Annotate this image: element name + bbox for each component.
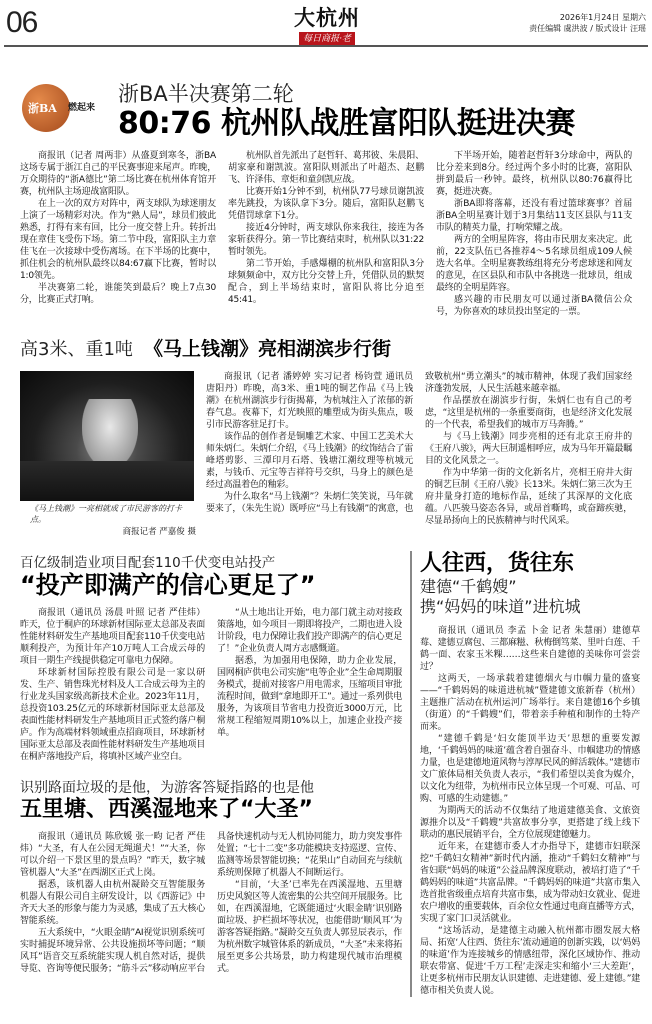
article3-body <box>20 607 402 763</box>
paragraph: 这两天，一场承载着建德烟火与巾帼力量的盛宴——“千鹤妈妈的味道进杭城”暨建德文旅新春（杭州）主题推广活动在杭州运河广场举行。来自建德16个乡镇（街道）的“千鹤嫂”们，带着亲手种植和制作的土特产而来。 <box>420 674 640 732</box>
article1-headline <box>20 78 632 140</box>
paragraph: 商报讯（通讯员 陈欣媛 张一畇 记者 严佳炜）“大圣，有人在公园无绳遛犬！”“大圣，你可以介绍一下景区里的景点吗？”昨天，数字城管机器人“大圣”在西湖区正式上岗。 <box>20 832 205 878</box>
article1-body <box>20 150 632 318</box>
crowd <box>20 461 194 501</box>
paragraph: 半决赛第二轮，谁能笑到最后？晚上7点30分，比赛正式打响。 <box>20 283 216 305</box>
paragraph: 为期两天的活动不仅集结了地道建德美食、文旅资源推介以及“千鹤嫂”共富故事分享，更搭建了线上线下联动的惠民展销平台，全方位展现建德魅力。 <box>420 806 640 840</box>
paragraph: “目前，‘大圣’已率先在西溪湿地、五里塘历史风貌区等人流密集的公共空间开展服务。比如，在西溪湿地，它既能通过‘火眼金睛’识别路面垃圾、护栏损坏等状况，也能借助‘顺风耳’为游客答疑指路。”凝龄交互负责人郭昱辰表示，作为杭州数字城管体系的新成员，“大圣”未来将拓展至更多公共场景，助力构建现代城市治理模式。 <box>217 880 402 974</box>
paragraph: 比赛开始1分钟不到，杭州队77号球员谢凯波率先跳投，为该队拿下3分。随后，富阳队赵鹏飞凭借罚球拿下1分。 <box>228 187 424 221</box>
article5-body <box>420 625 640 997</box>
paragraph: “建德千鹤是‘妇女能顶半边天’思想的重要发源地，‘千鹤妈妈的味道’蕴含着自强奋斗、巾帼建功的情感力量，也是建德地道风物与淳厚民风的鲜活载体。”建德市文广旅体局相关负责人表示，“我们希望以美食为媒介，以文化为纽带，为杭州市民立体呈现一个可观、可品、可购、可感的生动建德。” <box>420 734 641 804</box>
paragraph: 商报讯（通讯员 汤晨 叶照 记者 严佳炜）昨天，位于桐庐的环球新材国际亚太总部及表面性能材料研发生产基地项目配套110千伏变电站顺利投产，为预计年产10万吨人工合成云母的项目一期生产线提供稳定可靠电力保障。 <box>20 608 205 666</box>
masthead <box>282 6 372 58</box>
paragraph: 与《马上钱潮》同步亮相的还有北京王府井的《王府八骏》，两大巨制遥相呼应，成为马年开篇最瞩目的文化风景之一。 <box>425 432 632 466</box>
paragraph: 在上一次的双方对阵中，两支球队为球迷朋友上演了一场精彩对决。作为“熟人局”，球员们彼此熟悉，打得有来有回，比分一度交替上升。转折出现在章佳飞受伤下场。第二节中段，富阳队主力章佳飞在一次接球中受伤离场。在下半场的比赛中，抓住机会的杭州队最终以84:67赢下比赛，暂时以1:0领先。 <box>20 199 216 281</box>
paragraph: 浙BA即将落幕，还没有看过篮球赛事？首届浙BA全明星赛计划于3月集结11支区县队与11支市队的精英力量，打响荣耀之战。 <box>436 199 632 233</box>
paragraph: 作品摆放在湖滨步行街，朱炳仁也有自己的考虑，“这里是杭州的一条重要商街，也是经济文化发展的一个代表，希望我们的城市万马奔腾。” <box>425 396 632 430</box>
photo-caption: 《马上钱潮》一亮相就成了市民游客的打卡点。 <box>30 504 182 524</box>
paragraph: “从土地出让开始，电力部门就主动对接政策落地，如今项目一期即将投产，二期也进入设计阶段，电力保障让我们投产即满产的信心更足了！”企业负责人周方志感慨道。 <box>217 608 402 654</box>
article2-subtitle: 高3米、重1吨 <box>20 339 133 360</box>
paragraph: 为什么取名“马上钱潮”？朱炳仁笑笑说，马年就要来了，（朱先生说）既呼应“马上有钱潮”的寓意，也致敬杭州“勇立潮头”的城市精神，体现了我们国家经济蓬勃发展，人民生活越来越幸福。 <box>206 372 632 514</box>
article5 <box>420 551 640 997</box>
paragraph: 作为中华第一街的文化新名片，亮相王府井大街的铜艺巨制《王府八骏》长13米。朱炳仁第三次为王府井量身打造的地标作品，延续了其深厚的文化底蕴。八匹骏马姿态各异，或昂首嘶鸣，或奋蹄疾驰，尽显昂扬向上的民族精神与时代风采。 <box>425 468 632 526</box>
paragraph: 商报讯（记者 周两非）从盛夏到寒冬，浙BA这场专属于浙江自己的平民赛事迎来尾声。昨晚，万众期待的“浙A德比”第二场比赛在杭州体育馆开赛，杭州队主场迎战富阳队。 <box>20 151 216 197</box>
masthead-title: 大杭州 <box>294 6 360 30</box>
issue-date: 2026年1月24日 星期六 <box>559 13 646 22</box>
page-header <box>0 0 652 58</box>
paragraph: 该作品的创作者是铜雕艺术家、中国工艺美术大师朱炳仁。朱炳仁介绍，《马上钱潮》的纹饰结合了雷峰塔剪影、三潭印月石塔、钱塘江潮纹理等杭城元素，与钱币、元宝等吉祥符号交织，马身上的颜色是经过高温着色的釉彩。 <box>206 432 413 490</box>
column-divider <box>410 551 412 997</box>
paragraph: “这场活动，是建德主动融入杭州都市圈发展大格局、拓宽‘人往西、货往东’流动通道的创新实践，以‘妈妈的味道’作为连接城乡的情感纽带，深化区域协作、推动联农带富、促进‘千万工程’走深走实和缩小‘三大差距’，让更多杭州市民朋友认识建德、走进建德、爱上建德。”建德市相关负责人说。 <box>420 926 640 996</box>
zhe-ba-logo <box>20 82 104 136</box>
horse-sculpture-photo <box>20 371 194 501</box>
article1-title: 80:76 杭州队战胜富阳队挺进决赛 <box>118 106 575 141</box>
article4-subtitle: 识别路面垃圾的是他，为游客答疑指路的也是他 <box>20 780 314 796</box>
article3 <box>20 551 402 763</box>
paragraph: 商报讯（通讯员 李孟 卜金 记者 朱慧丽）建德草莓、建德豆腐包、三都麻糍、秋梅倒笃菜、里叶白莲、千鹤一面、农家玉米粿……这些来自建德的美味你可尝尝过？ <box>420 626 641 672</box>
paragraph: 第二节开始，手感爆棚的杭州队和富阳队3分球频频命中，双方比分交替上升，凭借队员的默契配合，到上半场结束时，富阳队将比分追至45:41。 <box>228 259 424 305</box>
article2-body <box>206 371 632 537</box>
article4-body <box>20 831 402 975</box>
paragraph: 环球新材国际控股有限公司是一家以研发、生产、销售珠光材料及人工合成云母为主的行业龙头国家级高新技术企业。2023年11月，总投资103.25亿元的环球新材国际亚太总部及表面性能材料研发生产基地项目正式签约落户桐庐。作为高端材料领域重点招商项目，环球新材国际亚太总部及表面性能材料研发生产基地项目在桐庐落地投产后，将填补区域产业空白。 <box>20 668 205 762</box>
article2-title: 《马上钱潮》亮相湖滨步行街 <box>144 338 392 360</box>
header-divider <box>4 45 648 47</box>
paragraph: 接近4分钟时，两支球队你来我往，接连为各家斩获得分。第一节比赛结束时，杭州队以31:22暂时领先。 <box>228 223 424 257</box>
article2 <box>0 318 652 537</box>
paragraph: 下半场开始，随着赵哲轩3分球命中，两队的比分差来到8分。经过两个多小时的比赛，富阳队拼到最后一秒钟。最终，杭州队以80:76赢得比赛，挺进决赛。 <box>436 151 632 197</box>
paragraph: 据悉，该机器人由杭州凝龄交互智能服务机器人有限公司自主研发设计，以《西游记》中齐天大圣的形象与能力为灵感，集成了五大核心智能系统。 <box>20 880 205 926</box>
article5-subtitle-line1: 建德“千鹤嫂” <box>420 577 517 596</box>
article3-subtitle: 百亿级制造业项目配套110千伏变电站投产 <box>20 555 276 571</box>
paragraph: 五大系统中，“火眼金睛”AI视觉识别系统可实时捕捉环境异常、公共设施损坏等问题；“顺风耳”语音交互系统能实现人机自然对话，提供导览、咨询等便民服务；“筋斗云”移动响应平台具备快速机动与无人机协同能力，助力突发事件处置；“七十二变”多功能模块支持巡逻、宣传、监测等场景智能切换；“花果山”自动回充与续航系统则保障了机器人不间断运行。 <box>20 832 402 974</box>
article4 <box>20 777 402 975</box>
article5-title: 人往西，货往东 <box>420 551 575 576</box>
article3-title: “投产即满产的信心更足了” <box>20 571 316 599</box>
logo-tagline: 燃起来 <box>68 103 96 113</box>
masthead-badge: 每日商报·老年 <box>299 32 355 46</box>
photo-credit: 商报记者 严嘉俊 摄 <box>122 527 196 537</box>
horse-sculpture <box>82 399 138 469</box>
basketball-icon: 浙BA <box>22 84 70 132</box>
paragraph: 商报讯（记者 潘婷婷 实习记者 杨钧萱 通讯员 唐阳丹）昨晚，高3米、重1吨的铜艺作品《马上钱潮》在杭州湖滨步行街揭幕，为杭城注入了浓郁的新春气息。夜幕下，灯光映照的雕塑成为街头焦点，吸引市民游客驻足打卡。 <box>206 372 413 430</box>
paragraph: 感兴趣的市民朋友可以通过浙BA微信公众号，为你喜欢的球员投出坚定的一票。 <box>436 295 632 317</box>
article1 <box>0 48 652 318</box>
article5-subtitle-line2: 携“妈妈的味道”进杭城 <box>420 597 581 616</box>
paragraph: 杭州队首先派出了赵哲轩、葛邦彼、朱晨阳、胡家豪和谢凯波。富阳队则派出了叶超杰、赵鹏飞、许泽伟、章炬和童剑凯应战。 <box>228 151 424 185</box>
paragraph: 近年来，在建德市委人才办指导下，建德市妇联深挖“千鹤妇女精神”新时代内涵，推动“千鹤妇女精神”与省妇联“妈妈的味道”公益品牌深度联动，被培打造了“千鹤妈妈的味道”共富品牌。“千鹤妈妈的味道”共富市集入选首批省级重点培育共富市集，成为带动妇女就业、促进农户增收的重要载体，百余位女性通过电商直播等方式，实现了家门口灵活就业。 <box>420 842 641 924</box>
editor-credits: 责任编辑 虞洪波 / 版式设计 汪瑶 <box>529 24 646 33</box>
article1-subtitle: 浙BA半决赛第二轮 <box>118 82 294 106</box>
dateline <box>529 12 646 34</box>
article4-title: 五里塘、西溪湿地来了“大圣” <box>20 797 313 822</box>
article2-headline <box>20 334 632 361</box>
paragraph: 据悉，为加强用电保障，助力企业发展，国网桐庐供电公司实施“电等企业”全生命周期服务模式，提前对接客户用电需求，压缩项目审批流程时间，做到“拿地即开工”。通过一系列供电服务，为该项目节省电力投资近3000万元，比常规工程缩短周期10%以上，加速企业投产接单。 <box>217 656 402 738</box>
page-number: 06 <box>6 6 38 39</box>
paragraph: 两方的全明星阵容，将由市民朋友来决定。此前，22支队伍已各推荐4～5名球员组成109人候选大名单。全明星赛教练组将充分考虑球迷和网友的意见，在区县队和市队中各挑选一批球员，组成最终的全明星阵容。 <box>436 235 632 293</box>
